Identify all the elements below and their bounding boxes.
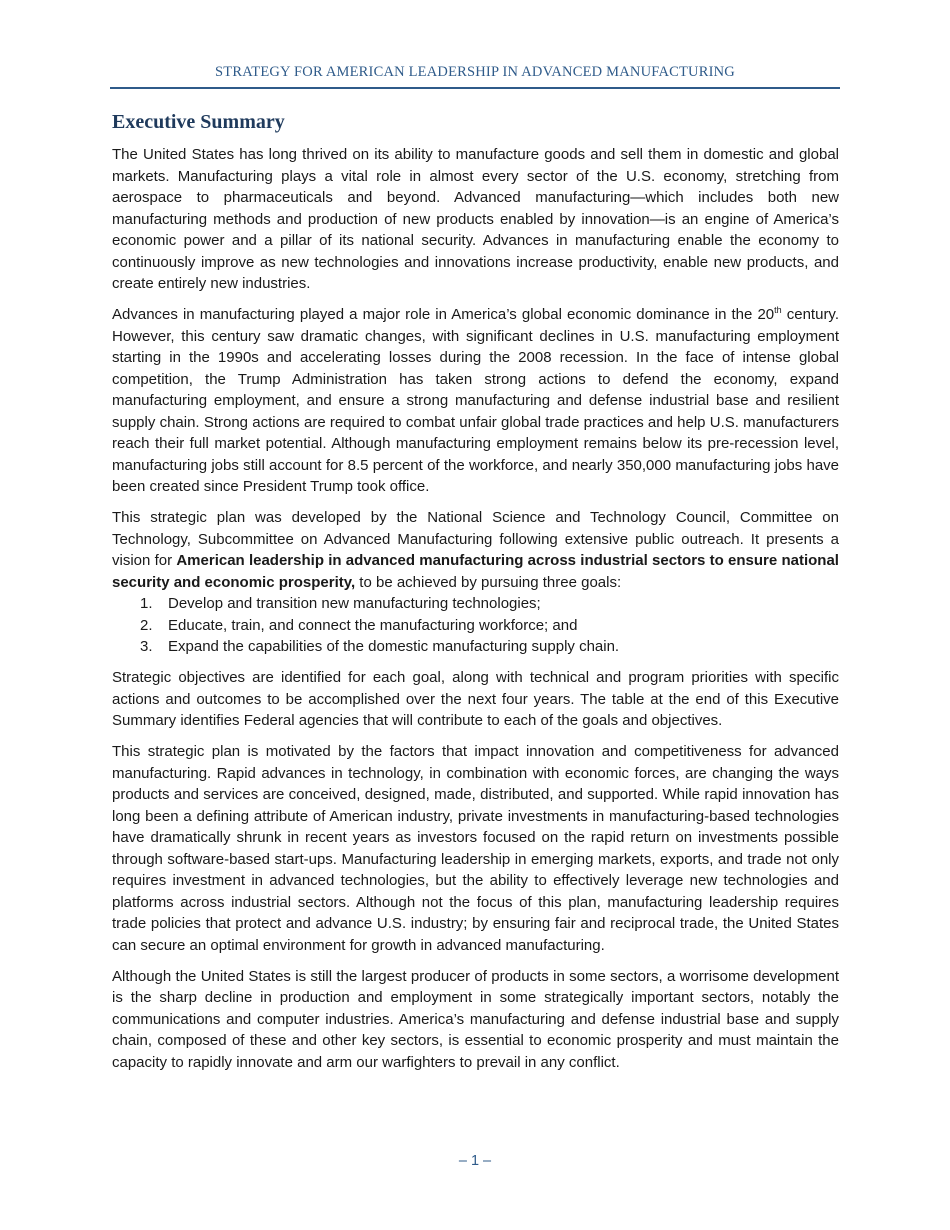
running-header: STRATEGY FOR AMERICAN LEADERSHIP IN ADVANCED MANUFACTURING [110,64,840,89]
body-text [112,144,839,1073]
goal-text: Expand the capabilities of the domestic manufacturing supply chain. [168,638,620,655]
goal-number: 2. [140,616,153,634]
paragraph-decline: Although the United States is still the largest producer of products in some sectors, a worrisome development is the sharp decline in production and employment in some strategically important sectors, notably the communications and computer industries. America’s manufacturing and defense industrial base and supply chain, composed of these and other key sectors, is essential to economic prosperity and must maintain the capacity to rapidly innovate and arm our warfighters to prevail in any conflict. [112,967,839,1071]
goal-item [112,615,839,637]
goal-list [112,593,839,658]
paragraph-intro: The United States has long thrived on its ability to manufacture goods and sell them in domestic and global markets. Manufacturing plays a vital role in almost every sector of the U.S. economy, stretching from aerospace to pharmaceuticals and beyond. Advanced manufacturing—which includes both new manufacturing methods and production of new products enabled by innovation—is an engine of America’s economic power and a pillar of its national security. Advances in manufacturing enable the economy to continuously improve as new technologies and innovations increase productivity, enable new products, and create entirely new industries. [112,146,839,292]
goal-text: Educate, train, and connect the manufacturing workforce; and [168,616,578,634]
section-title: Executive Summary [112,111,285,133]
paragraph-vision [112,507,839,593]
ordinal-suffix: th [774,305,782,315]
goal-number: 3. [140,638,153,655]
page-number: – 1 – [458,1153,492,1169]
paragraph-vision-text-b: to be achieved by pursuing three goals: [355,573,622,591]
paragraph-history-text-a: Advances in manufacturing played a major role in America’s global economic dominance in the 20 [112,306,775,323]
goal-text: Develop and transition new manufacturing technologies; [168,595,541,612]
paragraph-history [112,304,839,498]
paragraph-motivation: This strategic plan is motivated by the factors that impact innovation and competitiveness for advanced manufacturing. Rapid advances in technology, in combination with economic forces, are changing the ways products and services are conceived, designed, made, distributed, and supported. While rapid innovation has long been a defining attribute of American industry, private investments in manufacturing-based technologies have dramatically shrunk in recent years as investors focused on the rapid return on investments possible through software-based start-ups. Manufacturing leadership in emerging markets, exports, and trade not only requires investment in advanced technologies, but the ability to effectively leverage new technologies and platforms across industrial sectors. Although not the focus of this plan, manufacturing leadership requires trade policies that protect and advance U.S. industry; by ensuring fair and reciprocal trade, the United States can secure an optimal environment for growth in advanced manufacturing. [112,743,839,954]
goal-item [112,593,839,615]
goal-number: 1. [140,595,153,612]
vision-statement: American leadership in advanced manufacturing across industrial sectors to ensure national security and economic prosperity, [112,552,839,591]
paragraph-history-text-b: century. However, this century saw dramatic changes, with significant declines in U.S. manufacturing employment starting in the 1990s and accelerating losses during the 2008 recession. In the face of intense global competition, the Trump Administration has taken strong actions to defend the economy, expand manufacturing employment, and ensure a strong manufacturing and defense industrial base and resilient supply chain. Strong actions are required to combat unfair global trade practices and help U.S. manufacturers reach their full market potential. Although manufacturing employment remains below its pre-recession level, manufacturing jobs still account for 8.5 percent of the workforce, and nearly 350,000 manufacturing jobs have been created since President Trump took office. [112,306,839,495]
paragraph-vision-text-a: This strategic plan was developed by the National Science and Technology Council, Committee on Technology, Subcommittee on Advanced Manufacturing following extensive public outreach. It presents a vision for [112,509,839,569]
paragraph-objectives: Strategic objectives are identified for each goal, along with technical and program priorities with specific actions and outcomes to be accomplished over the next four years. The table at the end of this Executive Summary identifies Federal agencies that will contribute to each of the goals and objectives. [112,669,839,729]
goal-item [112,636,839,658]
